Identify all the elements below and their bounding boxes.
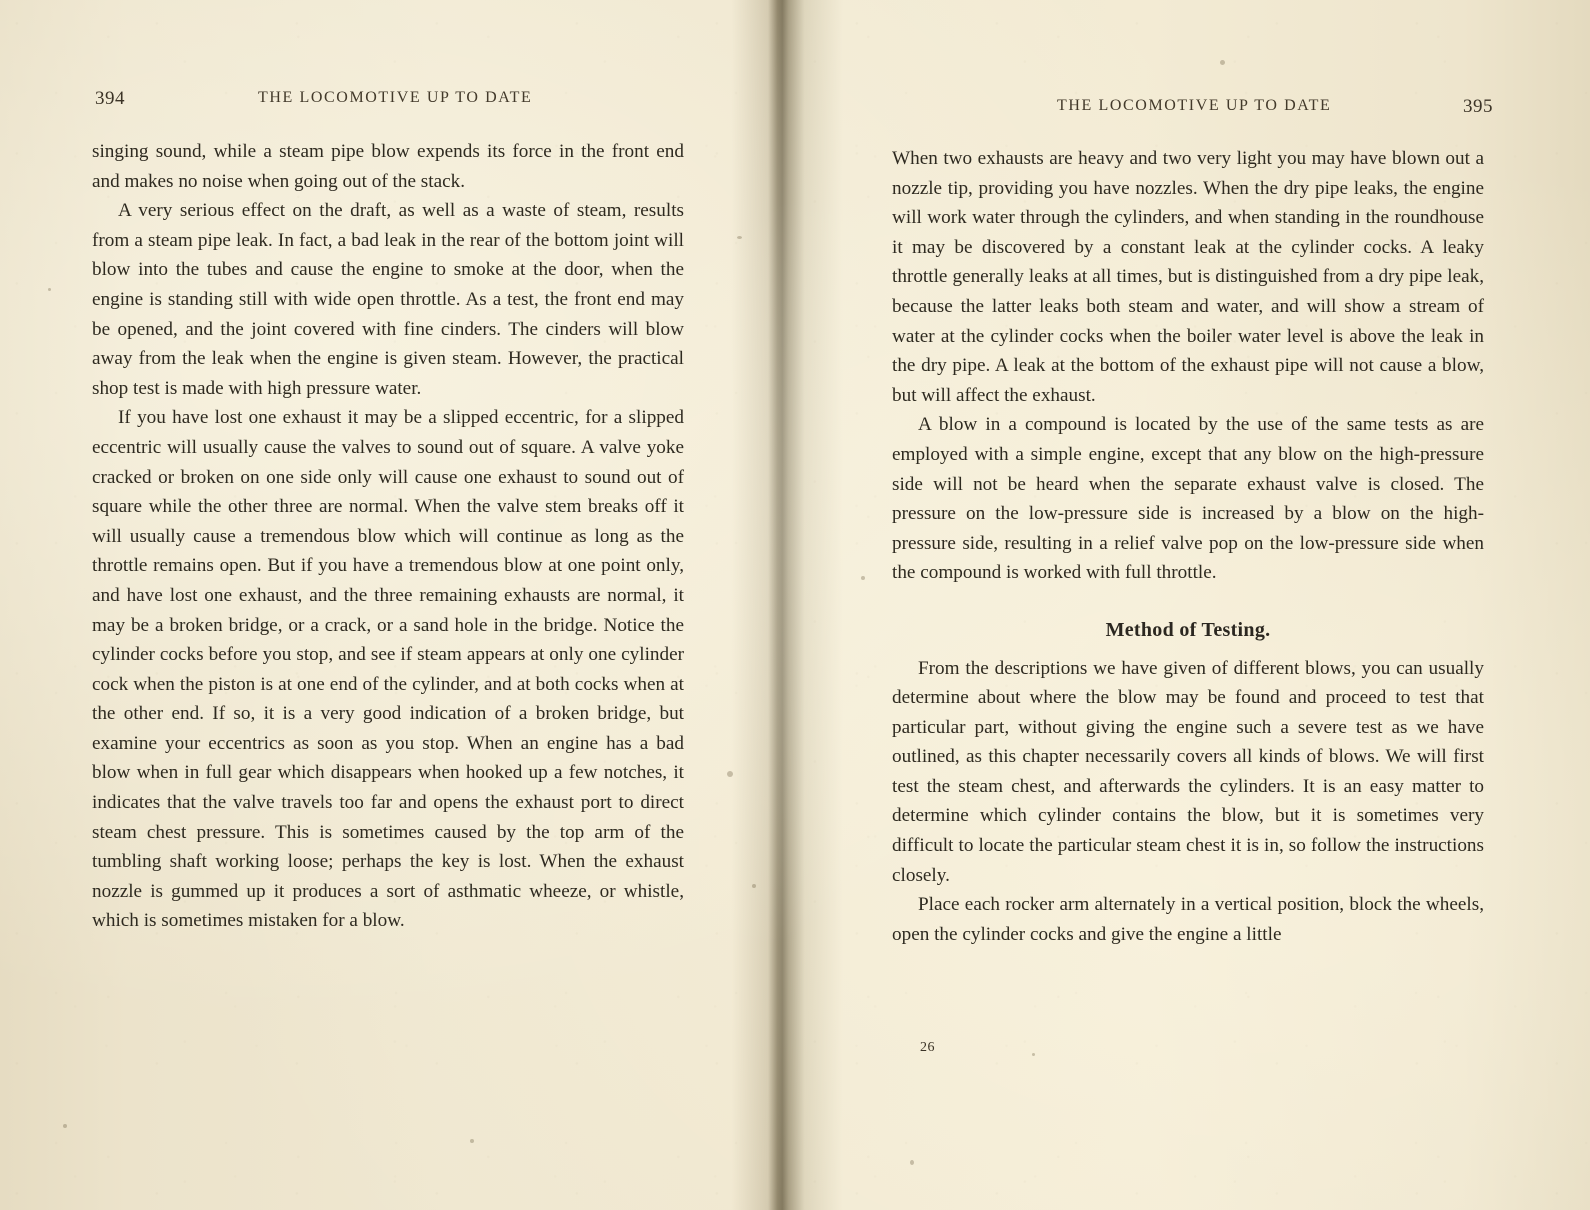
left-page-folio: 394 bbox=[95, 88, 125, 109]
paragraph: A blow in a compound is located by the use of the same tests as are employed with a simple engine, except that any blow on the high-pressure side will not be heard when the separate exhaust valve is closed. The pressure on the low-pressure side is increased by a blow on the high-pressure side, resulting in a relief valve pop on the low-pressure side when the compound is worked with full throttle. bbox=[892, 414, 1484, 584]
left-page bbox=[0, 0, 775, 1210]
left-page-text-column bbox=[92, 137, 684, 936]
right-page-running-head bbox=[815, 88, 1590, 117]
paragraph: If you have lost one exhaust it may be a slipped eccentric, for a slipped eccentric will usually cause the valves to sound out of square. A valve yoke cracked or broken on one side only will cause one exhaust to sound out of square while the other three are normal. When the valve stem breaks off it will usually cause a tremendous blow which will continue as long as the throttle remains open. But if you have a tremendous blow at one point only, and have lost one exhaust, and the three remaining exhausts are normal, it may be a broken bridge, or a crack, or a sand hole in the bridge. Notice the cylinder cocks before you stop, and see if steam appears at only one cylinder cock when the piston is at one end of the cylinder, and at both cocks when at the other end. If so, it is a very good indication of a broken bridge, but examine your eccentrics as soon as you stop. When an engine has a bad blow when in full gear which disappears when hooked up a few notches, it indicates that the valve travels too far and opens the exhaust port to direct steam chest pressure. This is sometimes caused by the top arm of the tumbling shaft working loose; perhaps the key is lost. When the exhaust nozzle is gummed up it produces a sort of asthmatic wheeze, or whistle, which is sometimes mistaken for a blow. bbox=[92, 407, 684, 932]
paragraph: singing sound, while a steam pipe blow expends its force in the front end and makes no noise when going out of the stack. bbox=[92, 141, 684, 192]
signature-mark: 26 bbox=[920, 1040, 935, 1055]
right-page-folio: 395 bbox=[1463, 96, 1493, 117]
paragraph: A very serious effect on the draft, as well as a waste of steam, results from a steam pipe leak. In fact, a bad leak in the rear of the bottom joint will blow into the tubes and cause the engine to smoke at the door, when the engine is standing still with wide open throttle. As a test, the front end may be opened, and the joint covered with fine cinders. The cinders will blow away from the leak when the engine is given steam. However, the practical shop test is made with high pressure water. bbox=[92, 200, 684, 399]
paragraph: Place each rocker arm alternately in a vertical position, block the wheels, open the cylinder cocks and give the engine a little bbox=[892, 894, 1484, 945]
right-page-text-column bbox=[892, 144, 1484, 949]
right-page-title: THE LOCOMOTIVE UP TO DATE bbox=[1057, 97, 1332, 114]
section-heading: Method of Testing. bbox=[1105, 618, 1271, 641]
paragraph: From the descriptions we have given of different blows, you can usually determine about where the blow may be found and proceed to test that particular part, without giving the engine such a severe test as we have outlined, as this chapter necessarily covers all kinds of blows. We will first test the steam chest, and afterwards the cylinders. It is an easy matter to determine which cylinder contains the blow, but it is sometimes very difficult to locate the particular steam chest it is in, so follow the instructions closely. bbox=[892, 657, 1484, 886]
left-page-running-head bbox=[0, 88, 775, 112]
paragraph: When two exhausts are heavy and two very light you may have blown out a nozzle tip, providing you have nozzles. When the dry pipe leaks, the engine will work water through the cylinders, and when standing in the roundhouse it may be discovered by a constant leak at the cylinder cocks. A leaky throttle generally leaks at all times, but is distinguished from a dry pipe leak, because the latter leaks both steam and water, and will show a stream of water at the cylinder cocks when the boiler water level is above the leak in the dry pipe. A leak at the bottom of the exhaust pipe will not cause a blow, but will affect the exhaust. bbox=[892, 148, 1484, 406]
left-page-title: THE LOCOMOTIVE UP TO DATE bbox=[258, 89, 533, 106]
right-page bbox=[815, 0, 1590, 1210]
